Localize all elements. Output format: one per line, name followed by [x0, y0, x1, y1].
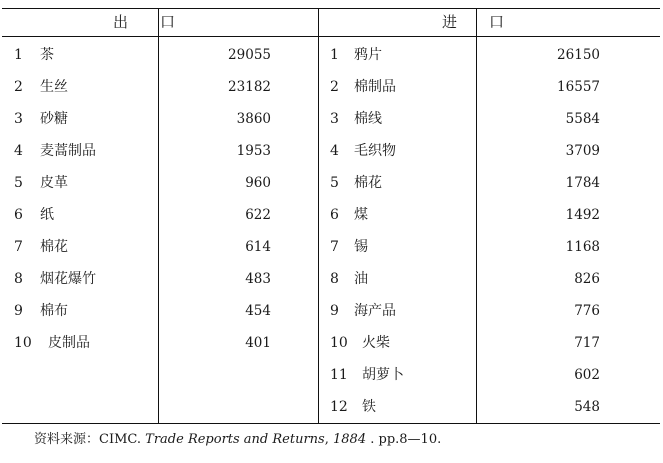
- import-row: [2, 103, 660, 135]
- export-item-name: 皮革: [40, 175, 68, 191]
- import-item-value: 5584: [565, 111, 600, 127]
- import-row-number: 6: [330, 207, 339, 223]
- export-item-name: 麦蒿制品: [40, 143, 96, 159]
- trade-table: [2, 8, 660, 424]
- export-row-number: 5: [14, 175, 23, 191]
- import-row: [2, 391, 660, 423]
- export-item-name: 茶: [40, 47, 54, 63]
- import-item-name: 海产品: [354, 303, 396, 319]
- import-item-value: 548: [574, 399, 600, 415]
- import-item-name: 鸦片: [354, 47, 382, 63]
- import-item-name: 棉线: [354, 111, 382, 127]
- export-row-number: 9: [14, 303, 23, 319]
- export-item-value: 29055: [228, 47, 271, 63]
- export-item-value: 622: [245, 207, 271, 223]
- import-row: [2, 199, 660, 231]
- export-item-name: 纸: [40, 207, 54, 223]
- import-row-number: 7: [330, 239, 339, 255]
- export-row-number: 2: [14, 79, 23, 95]
- import-row-number: 4: [330, 143, 339, 159]
- import-item-value: 602: [574, 367, 600, 383]
- export-row-number: 1: [14, 47, 23, 63]
- import-row: [2, 295, 660, 327]
- source-pages: . pp.8—10.: [370, 432, 442, 447]
- import-row: [2, 327, 660, 359]
- import-item-value: 16557: [557, 79, 600, 95]
- export-item-value: 483: [245, 271, 271, 287]
- import-row: [2, 135, 660, 167]
- import-item-value: 1492: [565, 207, 600, 223]
- export-row-number: 7: [14, 239, 23, 255]
- export-item-name: 皮制品: [48, 335, 90, 351]
- import-item-value: 717: [574, 335, 600, 351]
- import-item-name: 铁: [362, 399, 376, 415]
- export-item-value: 3860: [236, 111, 271, 127]
- export-item-value: 960: [245, 175, 271, 191]
- header-rule: [2, 36, 660, 37]
- import-item-name: 毛织物: [354, 143, 396, 159]
- export-item-value: 614: [245, 239, 271, 255]
- export-row-number: 10: [14, 335, 32, 351]
- import-item-name: 油: [354, 271, 368, 287]
- import-row: [2, 263, 660, 295]
- export-item-value: 401: [245, 335, 271, 351]
- import-row-number: 10: [330, 335, 348, 351]
- import-item-name: 锡: [354, 239, 368, 255]
- source-prefix: 资料来源：CIMC.: [34, 432, 142, 447]
- import-row-number: 5: [330, 175, 339, 191]
- import-row: [2, 167, 660, 199]
- import-row-number: 8: [330, 271, 339, 287]
- import-item-value: 826: [574, 271, 600, 287]
- export-row-number: 8: [14, 271, 23, 287]
- import-row-number: 3: [330, 111, 339, 127]
- export-item-name: 烟花爆竹: [40, 271, 96, 287]
- export-item-value: 1953: [236, 143, 271, 159]
- import-header: 进口: [441, 13, 536, 31]
- export-row-number: 6: [14, 207, 23, 223]
- import-row-number: 1: [330, 47, 339, 63]
- import-row-number: 12: [330, 399, 348, 415]
- import-item-name: 胡萝卜: [362, 367, 404, 383]
- import-item-value: 3709: [565, 143, 600, 159]
- import-item-value: 1168: [565, 239, 600, 255]
- import-item-value: 26150: [557, 47, 600, 63]
- import-item-name: 棉制品: [354, 79, 396, 95]
- import-item-value: 1784: [565, 175, 600, 191]
- import-item-name: 煤: [354, 207, 368, 223]
- export-row-number: 4: [14, 143, 23, 159]
- export-item-name: 棉花: [40, 239, 68, 255]
- import-row: [2, 231, 660, 263]
- import-row: [2, 359, 660, 391]
- import-row-number: 2: [330, 79, 339, 95]
- export-item-value: 454: [245, 303, 271, 319]
- export-item-name: 棉布: [40, 303, 68, 319]
- import-row-number: 9: [330, 303, 339, 319]
- export-row-number: 3: [14, 111, 23, 127]
- source-title: Trade Reports and Returns: [145, 432, 325, 447]
- import-row-number: 11: [330, 367, 348, 383]
- source-year: 1884: [333, 432, 367, 447]
- import-row: [2, 71, 660, 103]
- import-item-name: 火柴: [362, 335, 390, 351]
- export-item-value: 23182: [228, 79, 271, 95]
- export-header: 出口: [112, 13, 207, 31]
- export-item-name: 砂糖: [40, 111, 68, 127]
- export-item-name: 生丝: [40, 79, 68, 95]
- import-item-name: 棉花: [354, 175, 382, 191]
- import-row: [2, 39, 660, 71]
- import-item-value: 776: [574, 303, 600, 319]
- source-note: 资料来源：CIMC. Trade Reports and Returns, 1884 . pp.8—10.: [34, 432, 442, 447]
